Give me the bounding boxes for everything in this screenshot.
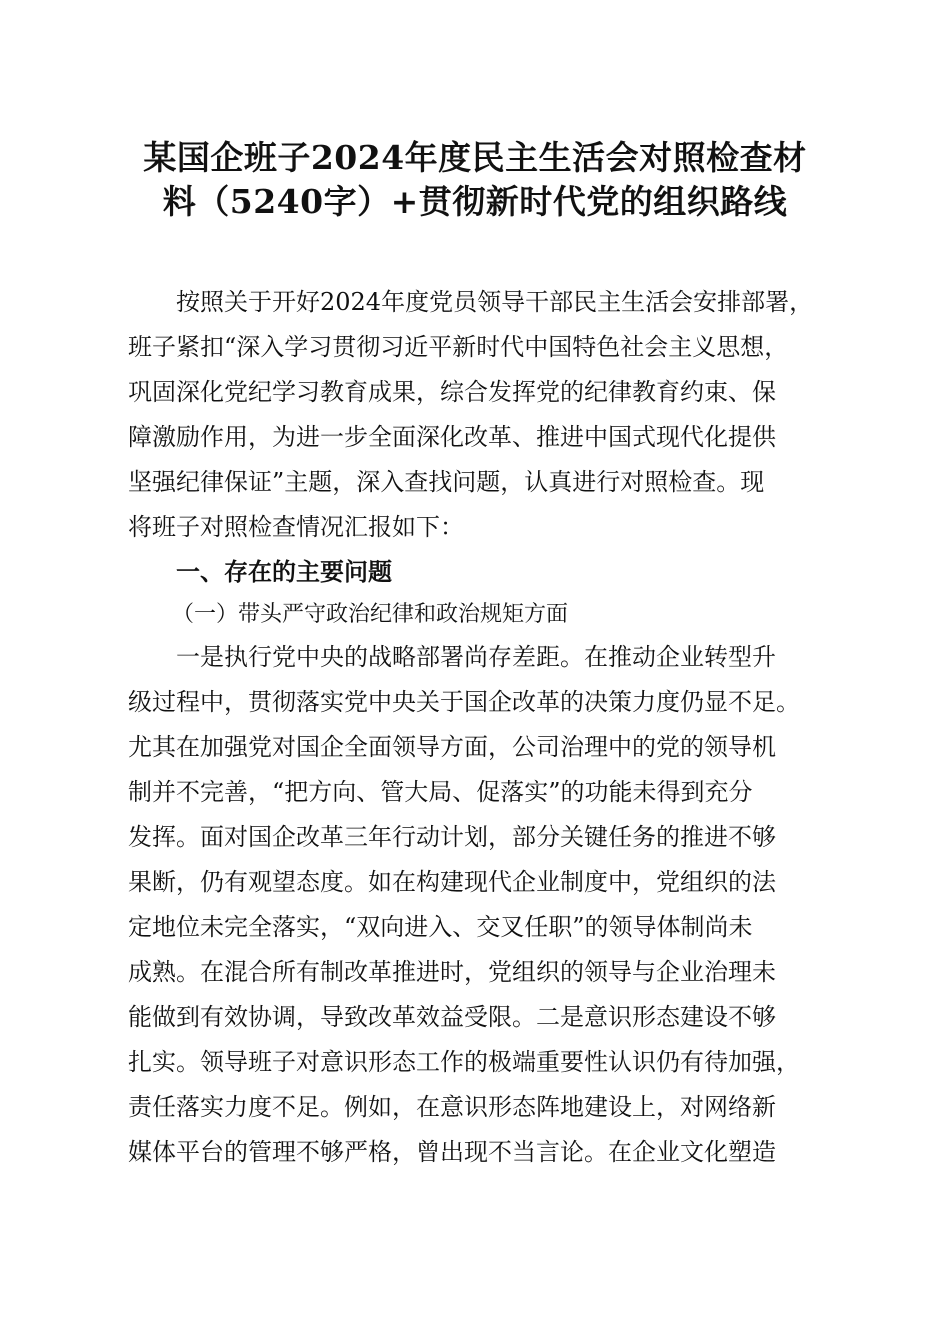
body-line: 扎实。领导班子对意识形态工作的极端重要性认识仍有待加强，	[128, 1048, 800, 1076]
intro-line: 班子紧扣“深入学习贯彻习近平新时代中国特色社会主义思想，	[128, 333, 789, 361]
section-heading-main-problems: 一、存在的主要问题	[176, 558, 392, 586]
body-line: 一是执行党中央的战略部署尚存差距。在推动企业转型升	[176, 643, 776, 671]
document-title	[110, 136, 840, 224]
body-line: 媒体平台的管理不够严格，曾出现不当言论。在企业文化塑造	[128, 1138, 776, 1166]
document-body	[128, 280, 828, 1175]
subsection-heading-political-discipline: （一）带头严守政治纪律和政治规矩方面	[172, 602, 569, 627]
intro-line: 将班子对照检查情况汇报如下：	[128, 513, 464, 541]
body-line: 能做到有效协调，导致改革效益受限。二是意识形态建设不够	[128, 1003, 776, 1031]
body-line: 责任落实力度不足。例如，在意识形态阵地建设上，对网络新	[128, 1093, 776, 1121]
title-line-1: 某国企班子2024年度民主生活会对照检查材	[143, 138, 807, 177]
intro-line: 按照关于开好2024年度党员领导干部民主生活会安排部署，	[176, 288, 814, 316]
intro-line: 障激励作用，为进一步全面深化改革、推进中国式现代化提供	[128, 423, 776, 451]
title-line-2: 料（5240字）+贯彻新时代党的组织路线	[162, 182, 788, 221]
body-line: 果断，仍有观望态度。如在构建现代企业制度中，党组织的法	[128, 868, 776, 896]
body-line: 发挥。面对国企改革三年行动计划，部分关键任务的推进不够	[128, 823, 776, 851]
intro-line: 坚强纪律保证”主题，深入查找问题，认真进行对照检查。现	[128, 468, 765, 496]
body-line: 成熟。在混合所有制改革推进时，党组织的领导与企业治理未	[128, 958, 776, 986]
intro-line: 巩固深化党纪学习教育成果，综合发挥党的纪律教育约束、保	[128, 378, 776, 406]
body-line: 定地位未完全落实，“双向进入、交叉任职”的领导体制尚未	[128, 913, 753, 941]
body-paragraph	[128, 635, 828, 1175]
body-line: 级过程中，贯彻落实党中央关于国企改革的决策力度仍显不足。	[128, 688, 800, 716]
body-line: 尤其在加强党对国企全面领导方面，公司治理中的党的领导机	[128, 733, 776, 761]
intro-paragraph	[128, 280, 828, 550]
body-line: 制并不完善，“把方向、管大局、促落实”的功能未得到充分	[128, 778, 753, 806]
